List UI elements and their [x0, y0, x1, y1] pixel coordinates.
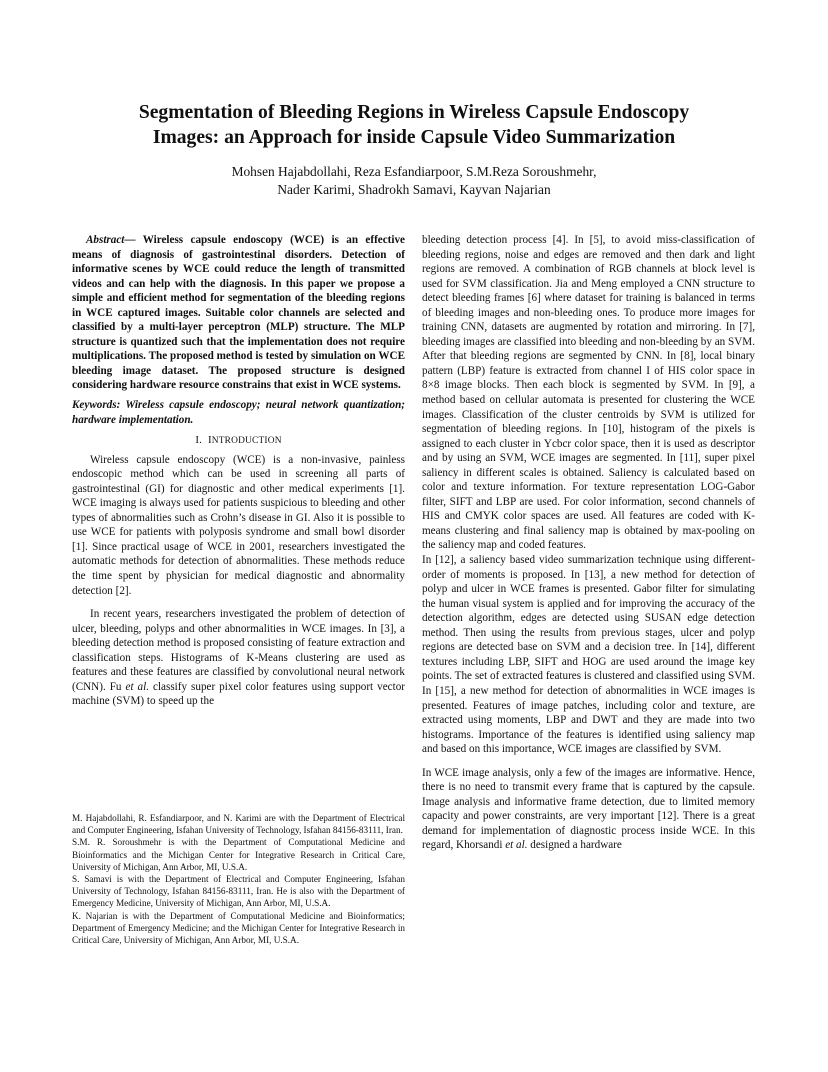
- keywords: Keywords: Wireless capsule endoscopy; neural network quantization; hardware implementation.: [72, 399, 405, 426]
- abstract: [72, 233, 405, 393]
- right-paragraph-1: bleeding detection process [4]. In [5], to avoid miss-classification of bleeding regions, noise and edges are removed and then dark and light regions are removed. A combination of RGB channels at block level is used for SVM classification. Jia and Meng employed a CNN structure to detect bleeding frames [6] where dataset for training is balanced in terms of bleeding images and non-bleeding ones. To produce more images for training CNN, datasets are augmented by rotation and mirroring. In [7], bleeding images are classified into bleeding and non-bleeding by an SVM. After that bleeding regions are segmented by CNN. In [8], local binary pattern (LBP) feature is extracted from channel I of HIS color space in 8×8 image blocks. Then each block is segmented by SVM. In [9], a method based on cellular automata is presented for clustering the WCE images. Classification of the cluster centroids by SVM is utilized for segmentation of bleeding regions. In [10], histogram of the pixels is assigned to each cluster in Ycbcr color space, then it is used as descriptor and by using an SVM, WCE images are segmented. In [11], super pixel saliency in different scales is obtained. Saliency is calculated based on color and texture information. For texture representation LOG-Gabor filter, SIFT and LBP are used. For color information, second channels of HIS and CMYK color spaces are used. All features are coded with K-means clustering and final saliency map is obtained by max-pooling on the saliency map and coded features.: [422, 234, 755, 552]
- right-paragraph-3: [422, 766, 755, 853]
- authors-line-1: Mohsen Hajabdollahi, Reza Esfandiarpoor, S.M.Reza Soroushmehr,: [231, 164, 597, 179]
- intro-paragraph-2: [72, 607, 405, 709]
- intro-p2-after: classify super pixel color features using support vector machine (SVM) to speed up the: [72, 680, 405, 708]
- authors-line-2: Nader Karimi, Shadrokh Samavi, Kayvan Najarian: [277, 182, 551, 197]
- title-line-1: Segmentation of Bleeding Regions in Wireless Capsule Endoscopy: [138, 102, 690, 123]
- section-initial: I: [207, 434, 212, 447]
- intro-p2-before: In recent years, researchers investigated the problem of detection of ulcer, bleeding, polyps and other abnormalities in WCE images. In [3], a bleeding detection method is proposed consisting of feature extraction and classification steps. Histograms of K-Means clustering are used as features and these features are classified by convolutional neural network (CNN). Fu: [72, 608, 405, 693]
- section-title-rest: NTRODUCTION: [211, 436, 282, 447]
- intro-p2-etal: et al.: [125, 680, 149, 693]
- abstract-text: Wireless capsule endoscopy (WCE) is an effective means of diagnosis of gastrointestinal disorders. Detection of informative scenes by WCE could reduce the length of transmitted videos and can help with the diagnosis. In this paper we propose a simple and efficient method for segmentation of the bleeding regions in WCE captured images. Suitable color channels are selected and classified by a multi-layer perceptron (MLP) structure. The MLP structure is quantized such that the implementation does not require multiplications. The proposed method is tested by simulation on WCE bleeding image dataset. The proposed structure is designed considering hardware resource constrains that exist in WCE systems.: [72, 234, 405, 392]
- section-heading-introduction: [72, 433, 405, 449]
- right-column: [422, 233, 755, 853]
- section-number: I.: [195, 434, 203, 447]
- footnote-rule: [72, 805, 172, 806]
- affiliation-footnotes: [72, 812, 405, 946]
- footnote-1: M. Hajabdollahi, R. Esfandiarpoor, and N. Karimi are with the Department of Electrical and Computer Engineering, Isfahan University of Technology, Isfahan 84156-83111, Iran.: [72, 813, 405, 836]
- right-p3-after: designed a hardware: [527, 839, 622, 852]
- footnote-3: S. Samavi is with the Department of Electrical and Computer Engineering, Isfahan University of Technology, Isfahan 84156-83111, Iran. He is also with the Department of Emergency Medicine, University of Michigan, Ann Arbor, MI, U.S.A.: [72, 874, 405, 909]
- right-p3-etal: et al.: [505, 839, 528, 852]
- right-paragraph-2: In [12], a saliency based video summarization technique using different-order of moments is proposed. In [13], a new method for detection of polyp and ulcer in WCE frames is presented. Gabor filter for simulating the human visual system is applied and for improving the accuracy of the detection algorithm, edges are detected using SUSAN edge detection method. Then using the results from previous stages, ulcer and polyp regions are detected base on SVM and a decision tree. In [14], different textures including LBP, SIFT and HOG are used around the image key points. The set of extracted features is clustered and classified using SVM. In [15], a new method for detection of abnormalities in WCE images is presented. Features of image patches, including color and texture, are extracted using moments, LBP and DWT and they are made into two histograms. Importance of the features is identified using saliency map and based on this importance, WCE images are classified by SVM.: [422, 554, 755, 756]
- title-line-2: Images: an Approach for inside Capsule Video Summarization: [152, 127, 676, 148]
- left-column: [72, 233, 405, 709]
- paper-title: [60, 100, 768, 150]
- footnote-2: S.M. R. Soroushmehr is with the Department of Computational Medicine and Bioinformatics and the Michigan Center for Integrative Research in Critical Care, University of Michigan, Ann Arbor, MI, U.S.A.: [72, 837, 405, 872]
- footnote-4: K. Najarian is with the Department of Computational Medicine and Bioinformatics; Department of Emergency Medicine; and the Michigan Center for Integrative Research in Critical Care, University of Michigan, Ann Arbor, MI, U.S.A.: [72, 910, 405, 946]
- abstract-lead: Abstract: [86, 234, 125, 246]
- abstract-dash: —: [124, 234, 136, 246]
- intro-paragraph-1: Wireless capsule endoscopy (WCE) is a non-invasive, painless endoscopic method which can be used in screening all parts of gastrointestinal (GI) for diagnostic and other medical experiments [1]. WCE imaging is always used for patients suspicious to bleeding and other types of abnormalities such as Crohn’s disease in GI. Also it is possible to use WCE for patients with polyposis syndrome and small bowl disorder [1]. Since practical usage of WCE in 2001, researchers investigated the automatic methods for detection of abnormalities. These methods reduce the time spent by physician for medical diagnostic and abnormality detection [2].: [72, 453, 405, 597]
- right-p3-before: In WCE image analysis, only a few of the images are informative. Hence, there is no need to transmit every frame that is captured by the capsule. Image analysis and informative frame detection, due to limited memory capacity and power constraints, are very important [12]. There is a great demand for implementation of diagnostic process inside WCE. In this regard, Khorsandi: [422, 766, 755, 852]
- author-list: [60, 163, 768, 199]
